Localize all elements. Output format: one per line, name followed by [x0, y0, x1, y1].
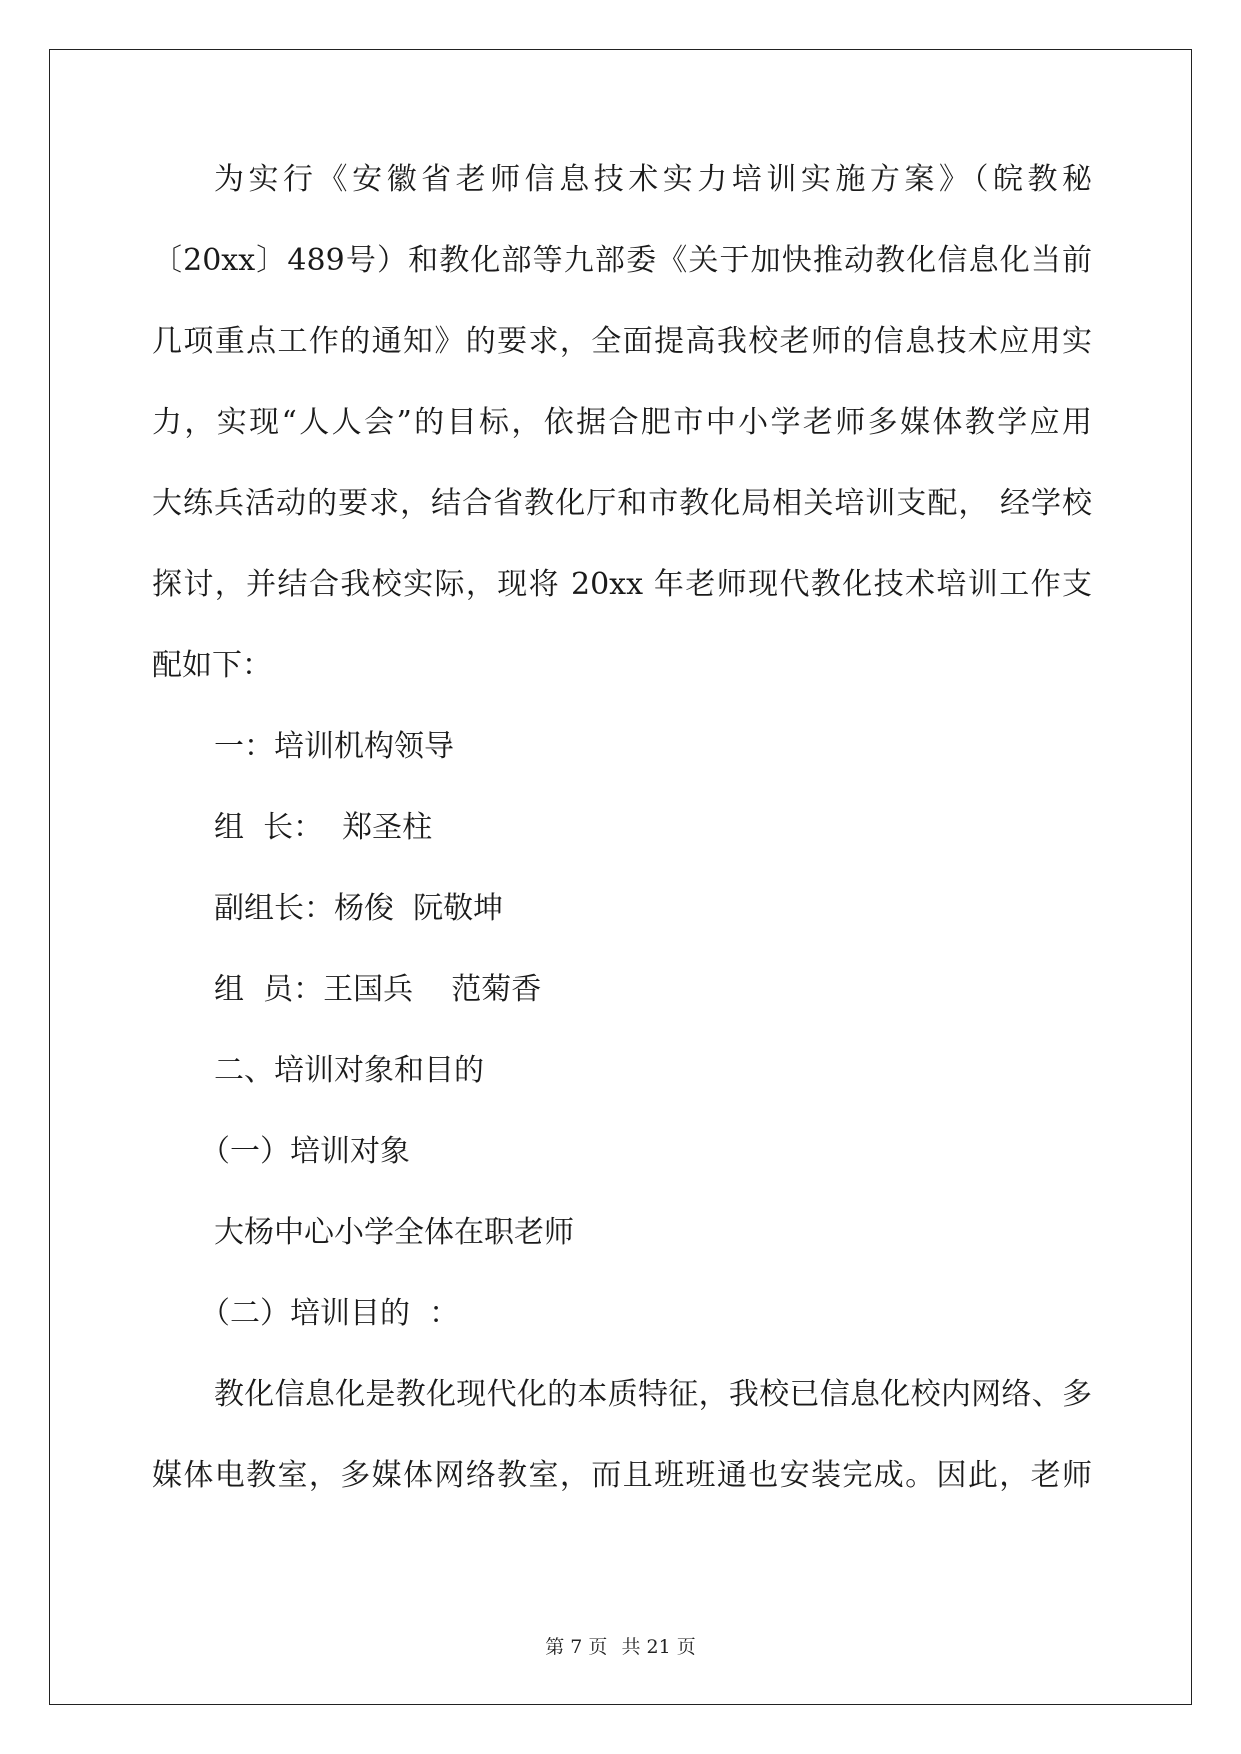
document-body	[152, 160, 1092, 1537]
paragraph-line: 探讨，并结合我校实际，现将 20xx 年老师现代教化技术培训工作支	[152, 567, 1092, 602]
subsection-heading: （二）培训目的 ：	[200, 1296, 460, 1331]
paragraph-line: 教化信息化是教化现代化的本质特征，我校已信息化校内网络、多	[214, 1377, 1092, 1412]
paragraph-line: 力，实现“人人会”的目标，依据合肥市中小学老师多媒体教学应用	[152, 405, 1092, 440]
page-total: 共 21 页	[621, 1636, 696, 1658]
paragraph-line: 媒体电教室，多媒体网络教室，而且班班通也安装完成。因此，老师	[152, 1458, 1092, 1493]
target-line: 大杨中心小学全体在职老师	[214, 1215, 574, 1250]
page-footer	[0, 1632, 1241, 1659]
paragraph-line: 〔20xx〕489号）和教化部等九部委《关于加快推动教化信息化当前	[152, 243, 1092, 278]
section-heading: 一：培训机构领导	[214, 729, 454, 764]
paragraph-line: 大练兵活动的要求，结合省教化厅和市教化局相关培训支配， 经学校	[152, 486, 1092, 521]
paragraph-line: 配如下：	[152, 648, 272, 683]
leader-line: 组 长： 郑圣柱	[214, 810, 433, 845]
members-line: 组 员：王国兵 范菊香	[214, 972, 542, 1007]
section-heading: 二、培训对象和目的	[214, 1053, 484, 1088]
paragraph-line: 为实行《安徽省老师信息技术实力培训实施方案》（皖教秘	[214, 162, 1092, 197]
page-number: 第 7 页	[545, 1636, 608, 1658]
deputy-leader-line: 副组长：杨俊 阮敬坤	[214, 891, 504, 926]
paragraph-line: 几项重点工作的通知》的要求，全面提高我校老师的信息技术应用实	[152, 324, 1092, 359]
subsection-heading: （一）培训对象	[200, 1134, 410, 1169]
